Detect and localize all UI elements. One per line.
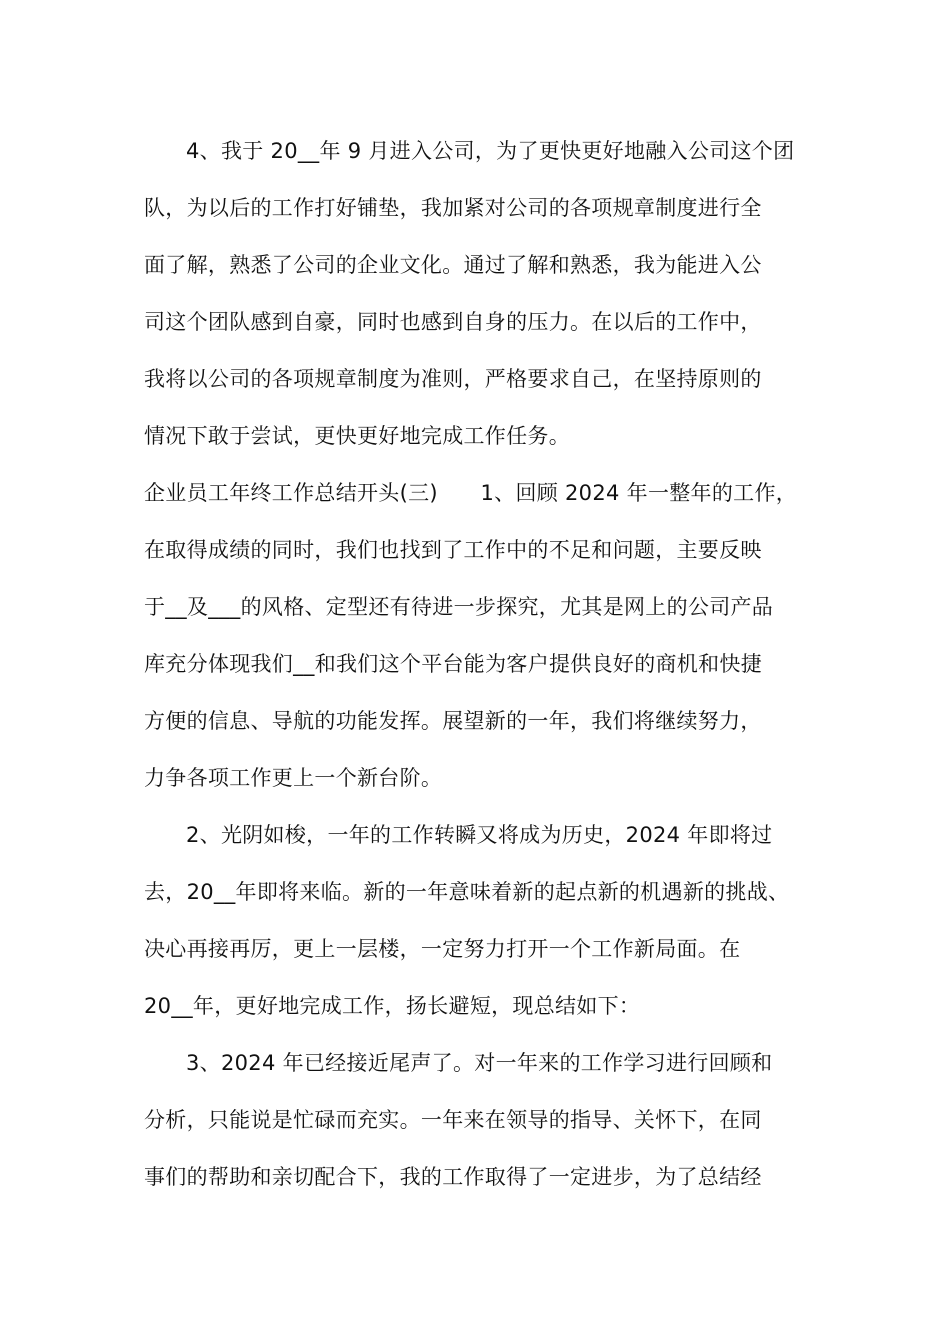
paragraph-4-line-4: 司这个团队感到自豪，同时也感到自身的压力。在以后的工作中， [144,310,762,334]
paragraph-4-line-6: 情况下敢于尝试，更快更好地完成工作任务。 [144,424,570,448]
paragraph-2-line-1: 2、光阴如梭，一年的工作转瞬又将成为历史，2024 年即将过 [186,823,773,847]
paragraph-1-line-5: 方便的信息、导航的功能发挥。展望新的一年，我们将继续努力， [144,709,762,733]
paragraph-1-line-3: 于__及___的风格、定型还有待进一步探究，尤其是网上的公司产品 [144,595,774,619]
paragraph-4-line-1: 4、我于 20__年 9 月进入公司，为了更快更好地融入公司这个团 [186,139,795,163]
paragraph-3-line-2: 分析，只能说是忙碌而充实。一年来在领导的指导、关怀下，在同 [144,1108,762,1132]
paragraph-1-line-4: 库充分体现我们__和我们这个平台能为客户提供良好的商机和快捷 [144,652,762,676]
section-heading-line: 企业员工年终工作总结开头(三) 1、回顾 2024 年一整年的工作， [144,481,798,505]
paragraph-1-line-2: 在取得成绩的同时，我们也找到了工作中的不足和问题，主要反映 [144,538,762,562]
paragraph-3-line-3: 事们的帮助和亲切配合下，我的工作取得了一定进步，为了总结经 [144,1165,762,1189]
paragraph-3-line-1: 3、2024 年已经接近尾声了。对一年来的工作学习进行回顾和 [186,1051,773,1075]
paragraph-2-line-4: 20__年，更好地完成工作，扬长避短，现总结如下： [144,994,641,1018]
paragraph-2-line-3: 决心再接再厉，更上一层楼，一定努力打开一个工作新局面。在 [144,937,741,961]
paragraph-4-line-2: 队，为以后的工作打好铺垫，我加紧对公司的各项规章制度进行全 [144,196,762,220]
paragraph-2-line-2: 去，20__年即将来临。新的一年意味着新的起点新的机遇新的挑战、 [144,880,790,904]
paragraph-4-line-3: 面了解，熟悉了公司的企业文化。通过了解和熟悉，我为能进入公 [144,253,762,277]
paragraph-4-line-5: 我将以公司的各项规章制度为准则，严格要求自己，在坚持原则的 [144,367,762,391]
paragraph-1-line-6: 力争各项工作更上一个新台阶。 [144,766,443,790]
